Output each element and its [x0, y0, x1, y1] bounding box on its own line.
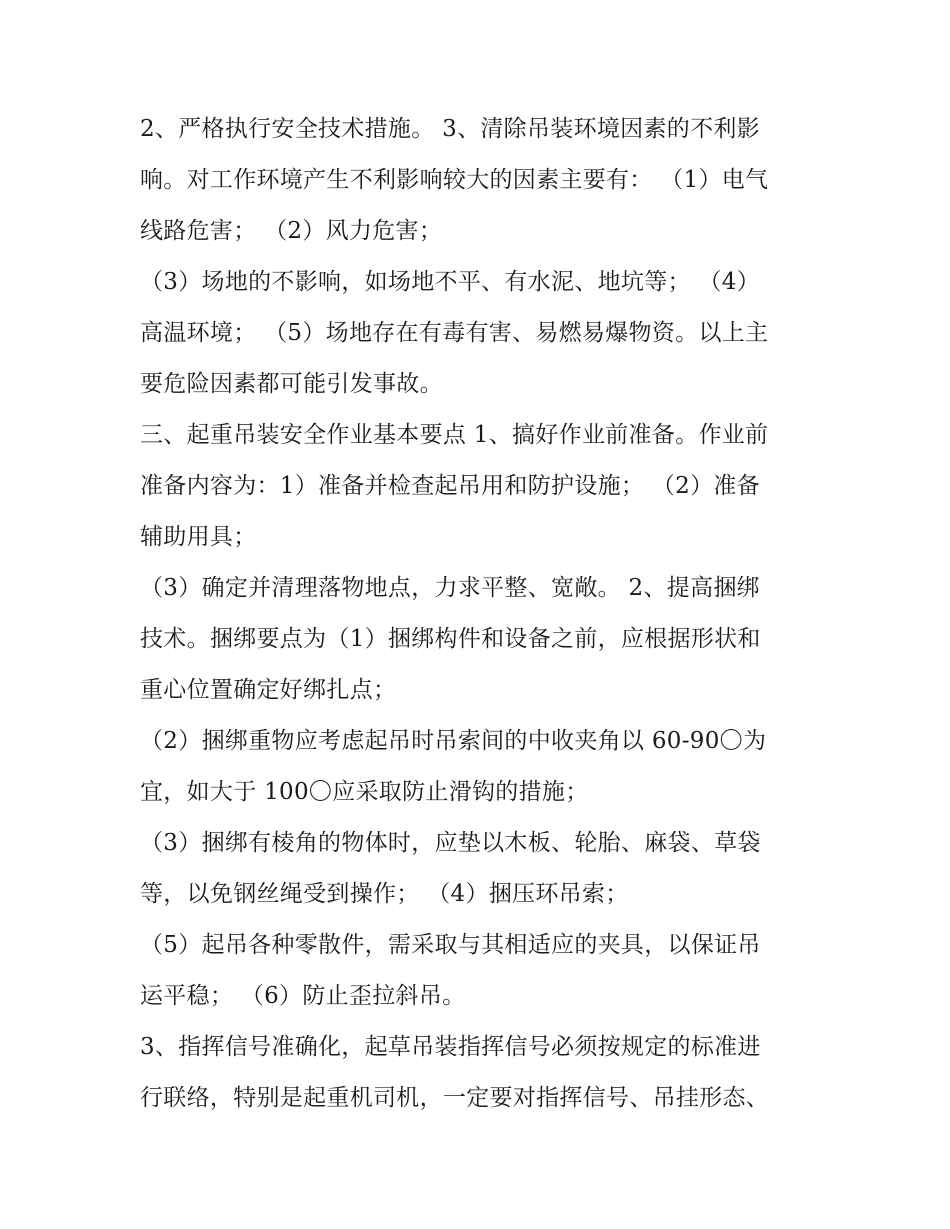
text-line: （5）起吊各种零散件，需采取与其相适应的夹具，以保证吊 [140, 932, 761, 958]
text-line: 重心位置确定好绑扎点； [140, 677, 397, 703]
text-line: 高温环境； （5）场地存在有毒有害、易燃易爆物资。以上主 [140, 320, 769, 346]
text-line: 线路危害； （2）风力危害； [140, 218, 443, 244]
text-line: （2）捆绑重物应考虑起吊时吊索间的中收夹角以 60-90〇为 [140, 728, 767, 754]
text-line: 运平稳； （6）防止歪拉斜吊。 [140, 983, 466, 1009]
text-line: （3）场地的不影响，如场地不平、有水泥、地坑等； （4） [140, 269, 760, 295]
text-line: 响。对工作环境产生不利影响较大的因素主要有： （1）电气 [140, 167, 769, 193]
text-line: 3、指挥信号准确化，起草吊装指挥信号必须按规定的标准进 [140, 1034, 761, 1060]
text-line: （3）确定并清理落物地点，力求平整、宽敞。 2、提高捆绑 [140, 575, 760, 601]
text-line: 三、起重吊装安全作业基本要点 1、搞好作业前准备。作业前 [140, 422, 769, 448]
text-line: 2、严格执行安全技术措施。 3、清除吊装环境因素的不利影 [140, 116, 760, 142]
text-line: 技术。捆绑要点为（1）捆绑构件和设备之前，应根据形状和 [140, 626, 761, 652]
text-line: 要危险因素都可能引发事故。 [140, 371, 443, 397]
text-line: （3）捆绑有棱角的物体时，应垫以木板、轮胎、麻袋、草袋 [140, 830, 761, 856]
text-line: 准备内容为：1）准备并检查起吊用和防护设施； （2）准备 [140, 473, 760, 499]
text-line: 行联络，特别是起重机司机，一定要对指挥信号、吊挂形态、 [140, 1085, 770, 1111]
text-line: 辅助用具； [140, 524, 257, 550]
text-line: 等，以免钢丝绳受到操作； （4）捆压环吊索； [140, 881, 629, 907]
body-text [140, 104, 820, 1124]
text-line: 宜，如大于 100〇应采取防止滑钩的措施； [140, 779, 589, 805]
